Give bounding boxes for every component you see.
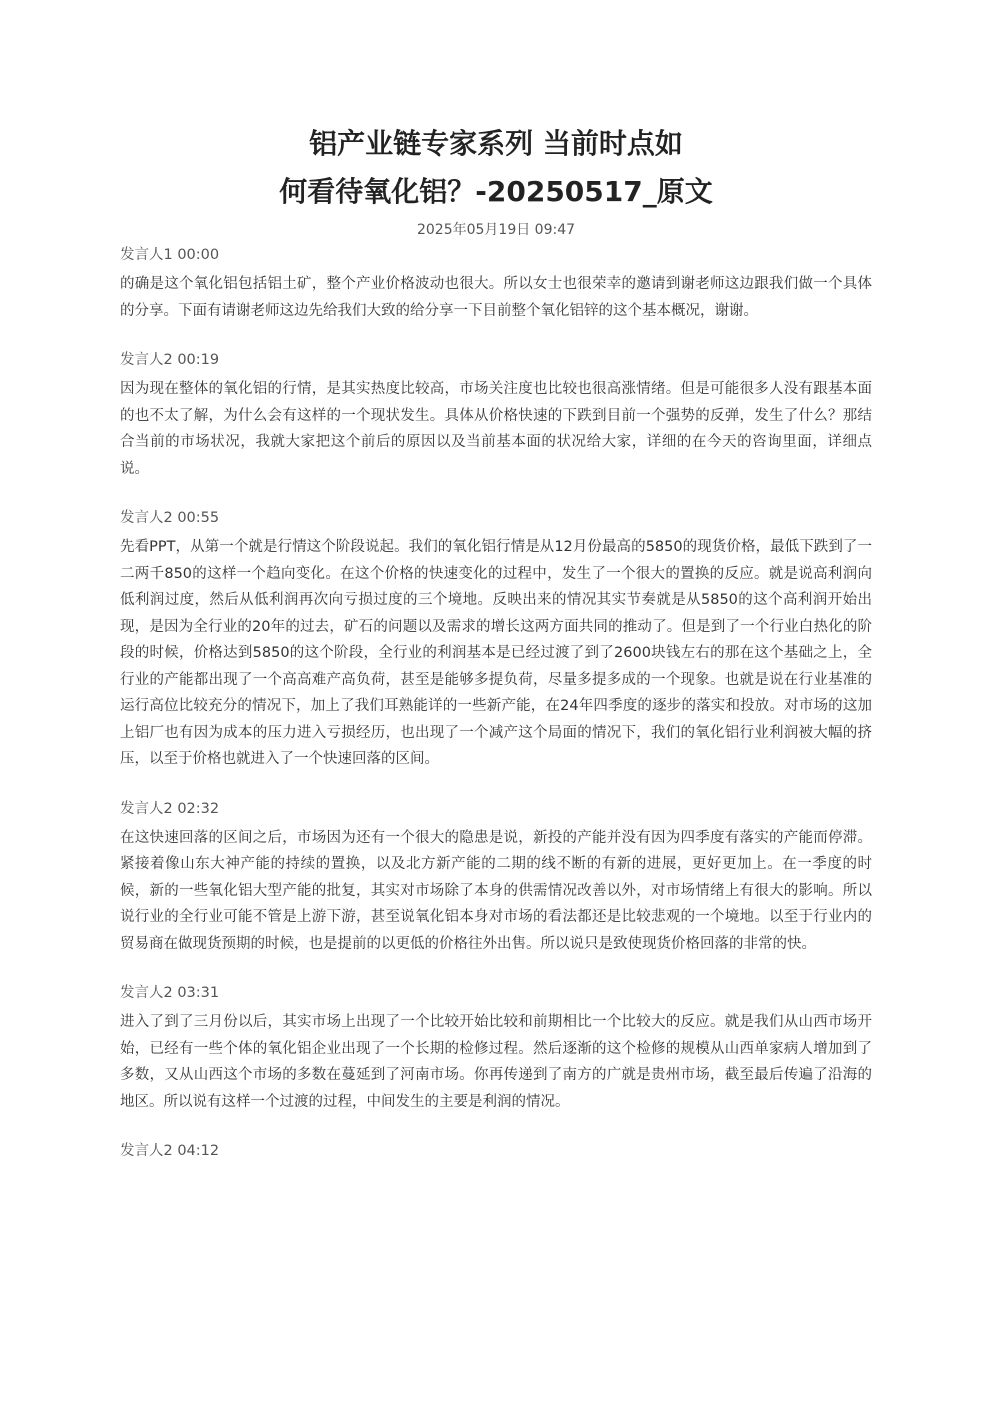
speaker-timestamp: 发言人1 00:00 [120,247,220,263]
speech-paragraph: 在这快速回落的区间之后，市场因为还有一个很大的隐患是说，新投的产能并没有因为四季度有落实的产能而停滞。紧接着像山东大神产能的持续的置换，以及北方新产能的二期的线不断的有新的进展，更好更加上。在一季度的时候，新的一些氧化铝大型产能的批复，其实对市场除了本身的供需情况改善以外，对市场情绪上有很大的影响。所以说行业的全行业可能不管是上游下游，甚至说氧化铝本身对市场的看法都还是比较悲观的一个境地。以至于行业内的贸易商在做现货预期的时候，也是提前的以更低的价格往外出售。所以说只是致使现货价格回落的非常的快。 [120,829,872,952]
transcript-body [120,243,872,1187]
transcript-section [120,797,872,958]
title-line-1: 铝产业链专家系列 当前时点如 [309,127,683,160]
speech-paragraph: 因为现在整体的氧化铝的行情，是其实热度比较高，市场关注度也比较也很高涨情绪。但是可能很多人没有跟基本面的也不太了解，为什么会有这样的一个现状发生。具体从价格快速的下跌到目前一个强势的反弹，发生了什么？那结合当前的市场状况，我就大家把这个前后的原因以及当前基本面的状况给大家，详细的在今天的咨询里面，详细点说。 [120,381,872,477]
speaker-timestamp: 发言人2 03:31 [120,985,220,1001]
speech-paragraph: 进入了到了三月份以后，其实市场上出现了一个比较开始比较和前期相比一个比较大的反应。就是我们从山西市场开始，已经有一些个体的氧化铝企业出现了一个长期的检修过程。然后逐渐的这个检修的规模从山西单家病人增加到了多数，又从山西这个市场的多数在蔓延到了河南市场。你再传递到了南方的广就是贵州市场，截至最后传遍了沿海的地区。所以说有这样一个过渡的过程，中间发生的主要是利润的情况。 [120,1014,872,1110]
speaker-timestamp: 发言人2 00:19 [120,352,220,368]
transcript-section [120,506,872,773]
transcript-section [120,348,872,482]
title-line-2: 何看待氧化铝？-20250517_原文 [279,175,713,208]
transcript-section [120,1139,872,1163]
document-title [0,120,992,216]
speaker-timestamp: 发言人2 02:32 [120,800,220,817]
speech-paragraph: 先看PPT，从第一个就是行情这个阶段说起。我们的氧化铝行情是从12月份最高的5850的现货价格，最低下跌到了一二两千850的这样一个趋向变化。在这个价格的快速变化的过程中，发生了一个很大的置换的反应。就是说高利润向低利润过度，然后从低利润再次向亏损过度的三个境地。反映出来的情况其实节奏就是从5850的这个高利润开始出现，是因为全行业的20年的过去，矿石的问题以及需求的增长这两方面共同的推动了。但是到了一个行业白热化的阶段的时候，价格达到5850的这个阶段，全行业的利润基本是已经过渡了到了2600块钱左右的那在这个基础之上，全行业的产能都出现了一个高高难产高负荷，甚至是能够多提负荷，尽量多提多成的一个现象。也就是说在行业基准的运行高位比较充分的情况下，加上了我们耳熟能详的一些新产能，在24年四季度的逐步的落实和投放。对市场的这加上铝厂也有因为成本的压力进入亏损经历，也出现了一个减产这个局面的情况下，我们的氧化铝行业利润被大幅的挤压，以至于价格也就进入了一个快速回落的区间。 [120,539,872,767]
speech-paragraph: 的确是这个氧化铝包括铝土矿，整个产业价格波动也很大。所以女士也很荣幸的邀请到谢老师这边跟我们做一个具体的分享。下面有请谢老师这边先给我们大致的给分享一下目前整个氧化铝锌的这个基本概况，谢谢。 [120,276,872,319]
transcript-section [120,981,872,1115]
speaker-timestamp: 发言人2 04:12 [120,1143,220,1159]
transcript-section [120,243,872,324]
speaker-timestamp: 发言人2 00:55 [120,510,220,526]
document-date: 2025年05月19日 09:47 [416,222,576,238]
